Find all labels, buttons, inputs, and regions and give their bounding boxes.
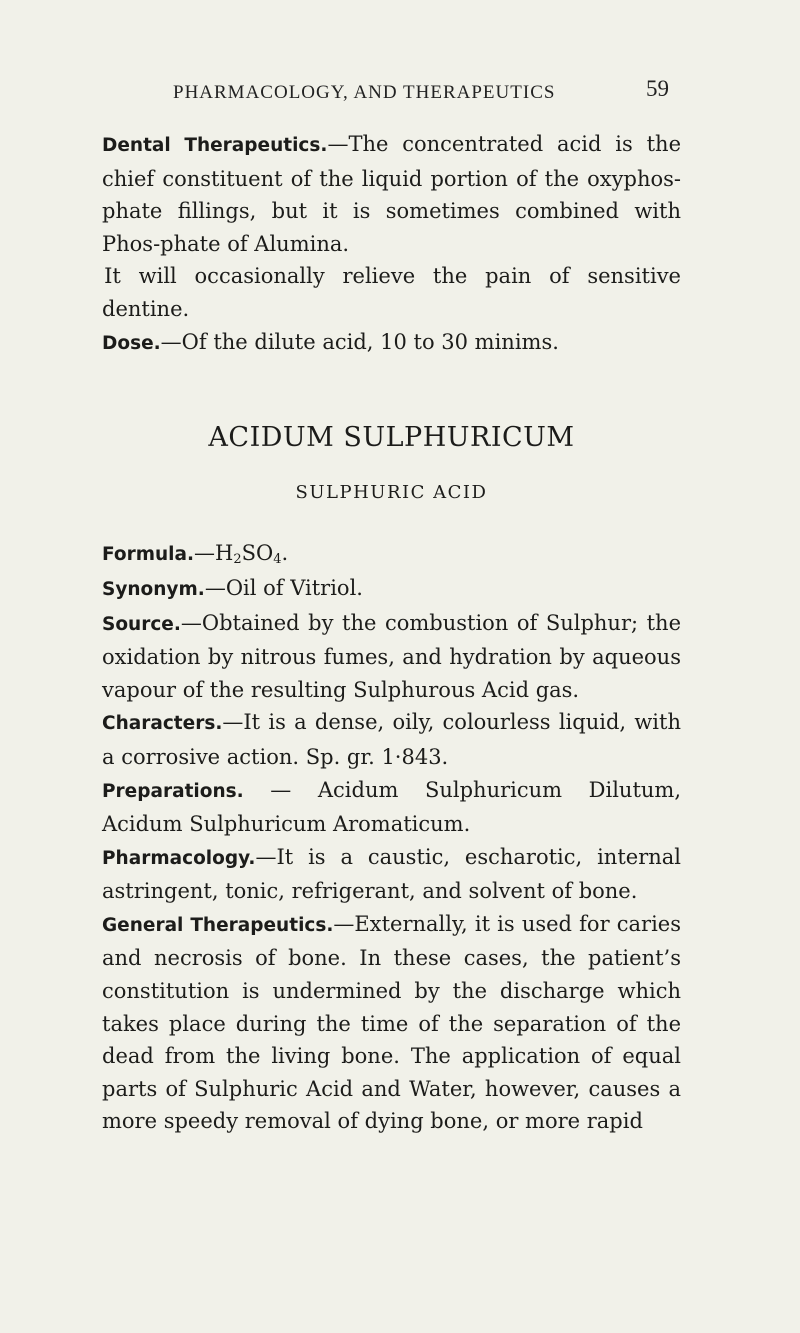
page-body	[102, 128, 681, 1138]
section-subtitle: SULPHURIC ACID	[295, 481, 488, 503]
preparations-paragraph	[102, 774, 681, 841]
preparations-label: Preparations.	[102, 780, 244, 802]
dose-label: Dose.	[102, 332, 161, 354]
running-title: PHARMACOLOGY, AND THERAPEUTICS	[173, 82, 556, 103]
formula-prefix: —H	[194, 541, 234, 566]
formula-sub-2: 4	[273, 552, 282, 568]
dose-paragraph	[102, 326, 681, 361]
characters-text: —It is a dense, oily, colourless liquid, with a corrosive action. Sp. gr. 1·843.	[102, 710, 681, 769]
dental-therapeutics-label: Dental Therapeutics.	[102, 135, 328, 156]
general-therapeutics-paragraph	[102, 908, 681, 1138]
dose-text: —Of the dilute acid, 10 to 30 minims.	[160, 329, 559, 354]
section-title: ACIDUM SULPHURICUM	[208, 422, 575, 454]
formula-mid: SO	[241, 541, 274, 566]
general-therapeutics-label: General Therapeutics.	[102, 914, 334, 936]
synonym-label: Synonym.	[102, 578, 205, 600]
source-paragraph	[102, 607, 681, 707]
pharmacology-paragraph	[102, 841, 681, 908]
relieve-paragraph	[102, 260, 681, 325]
relieve-text: It will occasionally relieve the pain of sensitive dentine.	[102, 264, 681, 321]
source-text: —Obtained by the combustion of Sulphur; the oxidation by nitrous fumes, and hydration by aqueous vapour of the resulting Sulphurous Acid gas.	[102, 610, 681, 702]
general-therapeutics-text: —Externally, it is used for caries and necrosis of bone. In these cases, the patient’s constitution is undermined by the discharge which takes place during the time of the separation of the dead from the living bone. The application of equal parts of Sulphuric Acid and Water, however, causes a more speedy removal of dying bone, or more rapid	[102, 911, 682, 1134]
dental-therapeutics-text: —The concentrated acid is the chief constituent of the liquid portion of the oxyphos-phate fillings, but it is sometimes combined with Phos-phate of Alumina.	[102, 132, 681, 256]
formula-label: Formula.	[102, 544, 195, 566]
synonym-text: —Oil of Vitriol.	[204, 575, 363, 600]
characters-label: Characters.	[102, 713, 223, 735]
preparations-text: — Acidum Sulphuricum Dilutum, Acidum Sulphuricum Aromaticum.	[102, 777, 681, 837]
synonym-paragraph	[102, 572, 681, 607]
formula-end: .	[281, 541, 289, 566]
pharmacology-label: Pharmacology.	[102, 847, 256, 869]
formula-paragraph	[102, 537, 681, 572]
characters-paragraph	[102, 706, 681, 773]
formula-sub-1: 2	[233, 552, 242, 568]
source-label: Source.	[102, 613, 181, 635]
pharmacology-text: —It is a caustic, escharotic, internal astringent, tonic, refrigerant, and solvent of bone.	[102, 844, 681, 904]
dental-therapeutics-paragraph	[102, 128, 681, 260]
page-number: 59	[646, 76, 669, 101]
